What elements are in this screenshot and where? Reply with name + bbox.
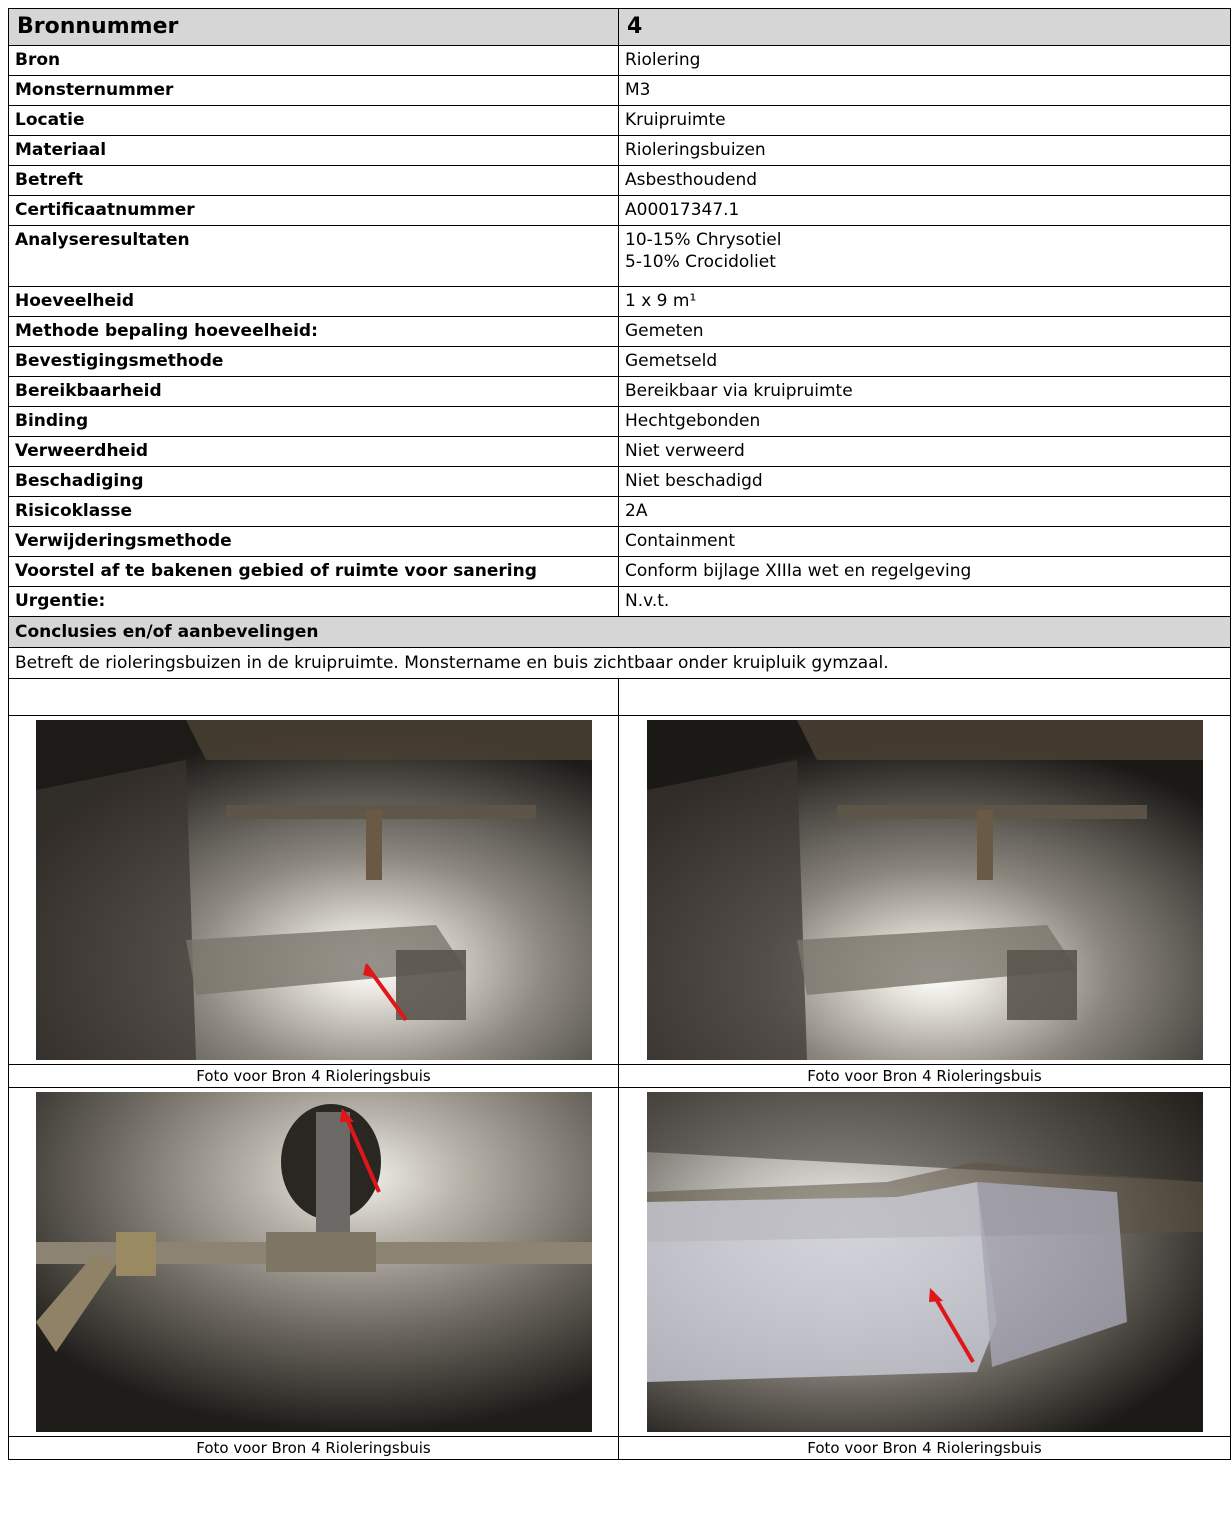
row-label: Methode bepaling hoeveelheid: <box>9 317 619 347</box>
conclusions-text-row <box>9 648 1231 679</box>
blank-cell <box>9 679 619 716</box>
row-label: Materiaal <box>9 136 619 166</box>
photo-crawlspace-pipe-2 <box>647 720 1203 1060</box>
row-value: Bereikbaar via kruipruimte <box>619 377 1231 407</box>
row-label: Locatie <box>9 106 619 136</box>
row-label: Betreft <box>9 166 619 196</box>
row-label: Voorstel af te bakenen gebied of ruimte voor sanering <box>9 557 619 587</box>
row-label: Risicoklasse <box>9 497 619 527</box>
row-value: Niet verweerd <box>619 437 1231 467</box>
row-bevestigingsmethode <box>9 347 1231 377</box>
photo-image <box>647 720 1203 1060</box>
row-label: Beschadiging <box>9 467 619 497</box>
row-monsternummer <box>9 76 1231 106</box>
row-value: N.v.t. <box>619 587 1231 617</box>
row-value: Asbesthoudend <box>619 166 1231 196</box>
photo-cell <box>9 1088 619 1437</box>
blank-row <box>9 679 1231 716</box>
caption-row <box>9 1437 1231 1460</box>
row-voorstel <box>9 557 1231 587</box>
row-label: Monsternummer <box>9 76 619 106</box>
photo-image <box>36 1092 592 1432</box>
photo-image <box>647 1092 1203 1432</box>
row-beschadiging <box>9 467 1231 497</box>
row-value: Gemetseld <box>619 347 1231 377</box>
row-label: Certificaatnummer <box>9 196 619 226</box>
row-value-line: 10-15% Chrysotiel <box>625 230 782 250</box>
row-hoeveelheid <box>9 287 1231 317</box>
row-verwijderingsmethode <box>9 527 1231 557</box>
source-sheet <box>8 8 1231 1460</box>
photo-pipe-closeup-2 <box>647 1092 1203 1432</box>
row-materiaal <box>9 136 1231 166</box>
photo-pipe-closeup-1 <box>36 1092 592 1432</box>
row-betreft <box>9 166 1231 196</box>
row-label: Urgentie: <box>9 587 619 617</box>
row-label: Hoeveelheid <box>9 287 619 317</box>
row-label: Bereikbaarheid <box>9 377 619 407</box>
row-value: Gemeten <box>619 317 1231 347</box>
photo-crawlspace-pipe-1 <box>36 720 592 1060</box>
photo-caption: Foto voor Bron 4 Rioleringsbuis <box>9 1065 619 1088</box>
photo-row <box>9 716 1231 1065</box>
row-value: M3 <box>619 76 1231 106</box>
row-value-line: 5-10% Crocidoliet <box>625 252 776 272</box>
row-value: Rioleringsbuizen <box>619 136 1231 166</box>
row-value: Kruipruimte <box>619 106 1231 136</box>
row-binding <box>9 407 1231 437</box>
row-label: Analyseresultaten <box>9 226 619 287</box>
row-bereikbaarheid <box>9 377 1231 407</box>
row-certificaatnummer <box>9 196 1231 226</box>
row-urgentie <box>9 587 1231 617</box>
photo-row <box>9 1088 1231 1437</box>
row-bron <box>9 46 1231 76</box>
conclusions-text: Betreft de rioleringsbuizen in de kruipruimte. Monstername en buis zichtbaar onder kruipluik gymzaal. <box>9 648 1231 679</box>
row-methode <box>9 317 1231 347</box>
header-value: 4 <box>619 9 1231 46</box>
row-label: Verweerdheid <box>9 437 619 467</box>
photo-caption: Foto voor Bron 4 Rioleringsbuis <box>9 1437 619 1460</box>
photo-cell <box>619 1088 1231 1437</box>
row-locatie <box>9 106 1231 136</box>
row-label: Bron <box>9 46 619 76</box>
row-label: Binding <box>9 407 619 437</box>
row-value: 2A <box>619 497 1231 527</box>
photo-cell <box>619 716 1231 1065</box>
row-value: 1 x 9 m¹ <box>619 287 1231 317</box>
row-risicoklasse <box>9 497 1231 527</box>
row-label: Verwijderingsmethode <box>9 527 619 557</box>
photo-caption: Foto voor Bron 4 Rioleringsbuis <box>619 1065 1231 1088</box>
row-value: Niet beschadigd <box>619 467 1231 497</box>
blank-cell <box>619 679 1231 716</box>
photo-caption: Foto voor Bron 4 Rioleringsbuis <box>619 1437 1231 1460</box>
row-value <box>619 226 1231 287</box>
conclusions-heading: Conclusies en/of aanbevelingen <box>9 617 1231 648</box>
row-value: Conform bijlage XIIIa wet en regelgeving <box>619 557 1231 587</box>
photo-image <box>36 720 592 1060</box>
row-value: Hechtgebonden <box>619 407 1231 437</box>
row-verweerdheid <box>9 437 1231 467</box>
header-label: Bronnummer <box>9 9 619 46</box>
row-value: Containment <box>619 527 1231 557</box>
row-analyseresultaten <box>9 226 1231 287</box>
row-value: Riolering <box>619 46 1231 76</box>
conclusions-heading-row <box>9 617 1231 648</box>
row-label: Bevestigingsmethode <box>9 347 619 377</box>
header-row <box>9 9 1231 46</box>
row-value: A00017347.1 <box>619 196 1231 226</box>
caption-row <box>9 1065 1231 1088</box>
photo-cell <box>9 716 619 1065</box>
